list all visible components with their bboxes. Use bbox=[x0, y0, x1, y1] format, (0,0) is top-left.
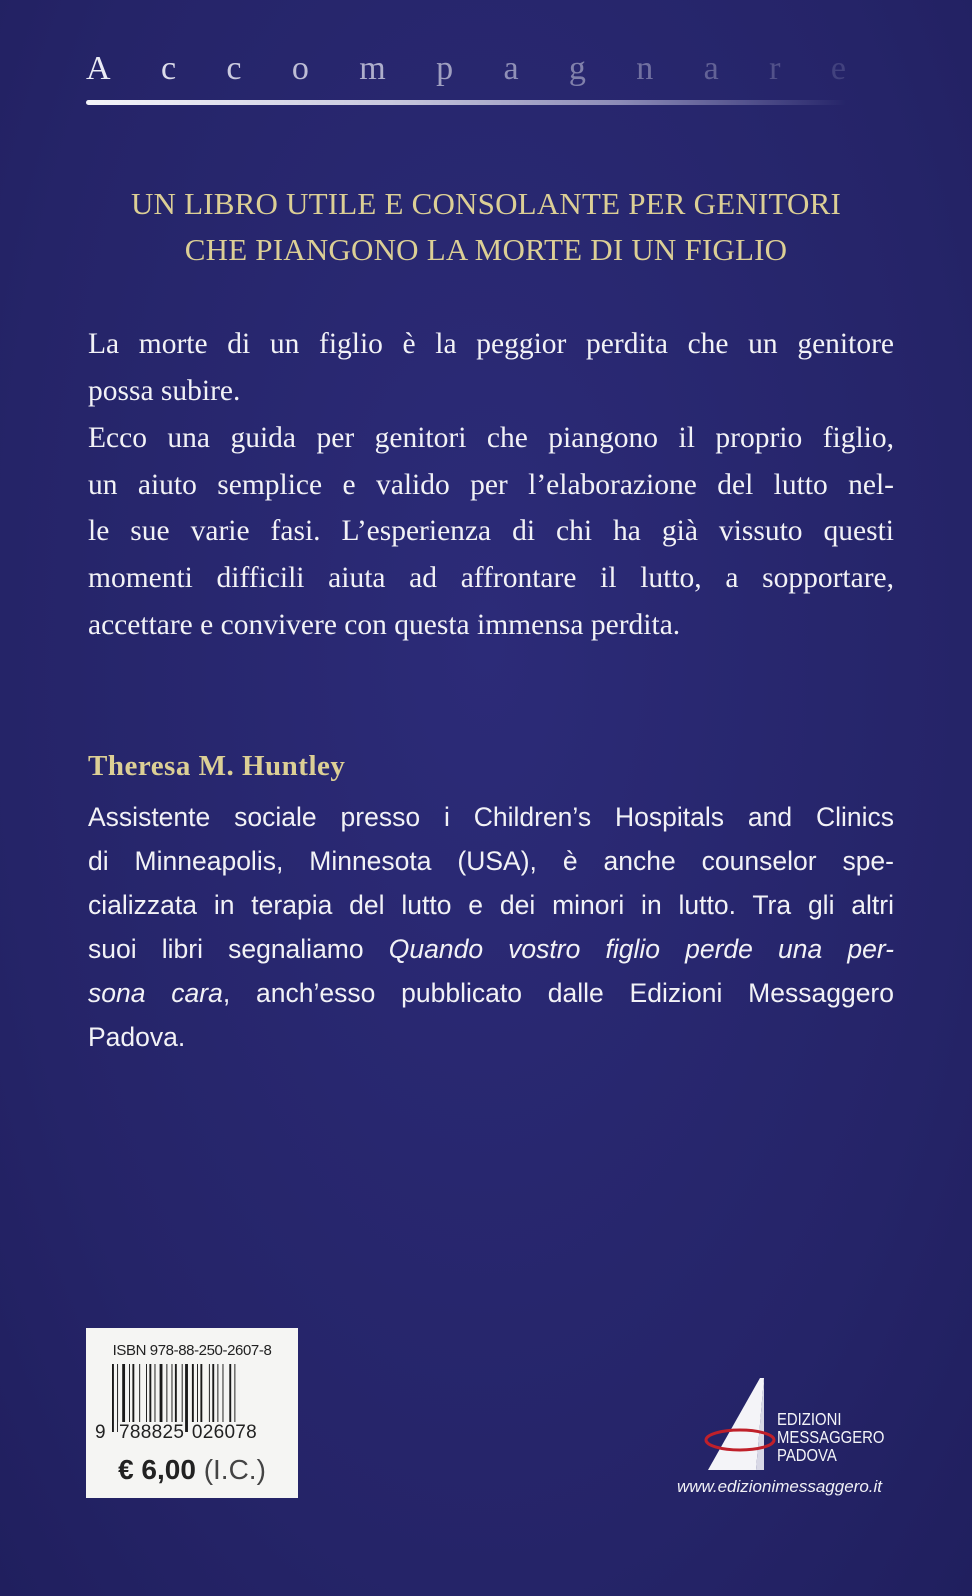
bio-line bbox=[88, 978, 894, 1009]
description-line: momenti difficili aiuta ad affrontare il lutto, a sopportare, bbox=[88, 562, 894, 594]
publisher-name-line: MESSAGGERO bbox=[777, 1427, 885, 1447]
barcode-digits bbox=[94, 1422, 258, 1444]
series-letter: A bbox=[86, 50, 111, 87]
bio-text: suoi libri segnaliamo bbox=[88, 934, 389, 964]
publisher-name-line: EDIZIONI bbox=[777, 1409, 842, 1429]
publisher-name-line: PADOVA bbox=[777, 1445, 837, 1465]
bio-line: di Minneapolis, Minnesota (USA), è anche counselor spe- bbox=[88, 846, 894, 876]
price-value: € 6,00 bbox=[118, 1454, 196, 1485]
description-line: le sue varie fasi. L’esperienza di chi ha già vissuto questi bbox=[88, 515, 894, 547]
publisher-name bbox=[777, 1410, 884, 1464]
description-line: un aiuto semplice e valido per l’elaborazione del lutto nel- bbox=[88, 469, 894, 501]
series-letter: a bbox=[703, 50, 719, 87]
price-note: (I.C.) bbox=[203, 1454, 266, 1485]
barcode-digit-first: 9 bbox=[95, 1422, 106, 1443]
series-letter: g bbox=[568, 50, 586, 87]
description-line: accettare e convivere con questa immensa perdita. bbox=[88, 609, 681, 641]
description-line: La morte di un figlio è la peggior perdita che un genitore bbox=[88, 328, 894, 360]
barcode-label bbox=[86, 1328, 298, 1498]
barcode-digits-left: 788825 bbox=[119, 1422, 185, 1443]
barcode-digits-right: 026078 bbox=[191, 1422, 258, 1443]
price bbox=[86, 1454, 298, 1486]
author-name: Theresa M. Huntley bbox=[88, 750, 346, 782]
bio-line: Padova. bbox=[88, 1022, 186, 1052]
series-letter: c bbox=[226, 50, 242, 87]
series-letter: r bbox=[769, 50, 781, 87]
description-line: possa subire. bbox=[88, 375, 241, 407]
bio-line: Assistente sociale presso i Children’s Hospitals and Clinics bbox=[88, 802, 894, 832]
book-title: Quando vostro figlio perde una per- bbox=[388, 934, 894, 964]
headline-line-1: UN LIBRO UTILE E CONSOLANTE PER GENITORI bbox=[130, 186, 842, 221]
series-letter: e bbox=[830, 50, 846, 87]
series-title bbox=[86, 50, 846, 88]
series-letter: a bbox=[503, 50, 519, 87]
publisher-url: www.edizionimessaggero.it bbox=[676, 1477, 882, 1496]
book-title: sona cara bbox=[88, 978, 223, 1008]
description-line: Ecco una guida per genitori che piangono il proprio figlio, bbox=[88, 422, 894, 454]
bio-line: cializzata in terapia del lutto e dei minori in lutto. Tra gli altri bbox=[88, 890, 894, 920]
headline-line-2: CHE PIANGONO LA MORTE DI UN FIGLIO bbox=[184, 232, 788, 267]
isbn-text: ISBN 978-88-250-2607-8 bbox=[112, 1342, 272, 1359]
bio-line bbox=[88, 934, 894, 965]
series-letter: c bbox=[160, 50, 177, 87]
series-letter: p bbox=[436, 50, 454, 87]
series-letter: o bbox=[291, 50, 309, 87]
series-rule bbox=[86, 100, 846, 105]
series-letter: m bbox=[359, 50, 386, 87]
series-letter: n bbox=[636, 50, 654, 87]
bio-text: , anch’esso pubblicato dalle Edizioni Messaggero bbox=[222, 978, 894, 1008]
